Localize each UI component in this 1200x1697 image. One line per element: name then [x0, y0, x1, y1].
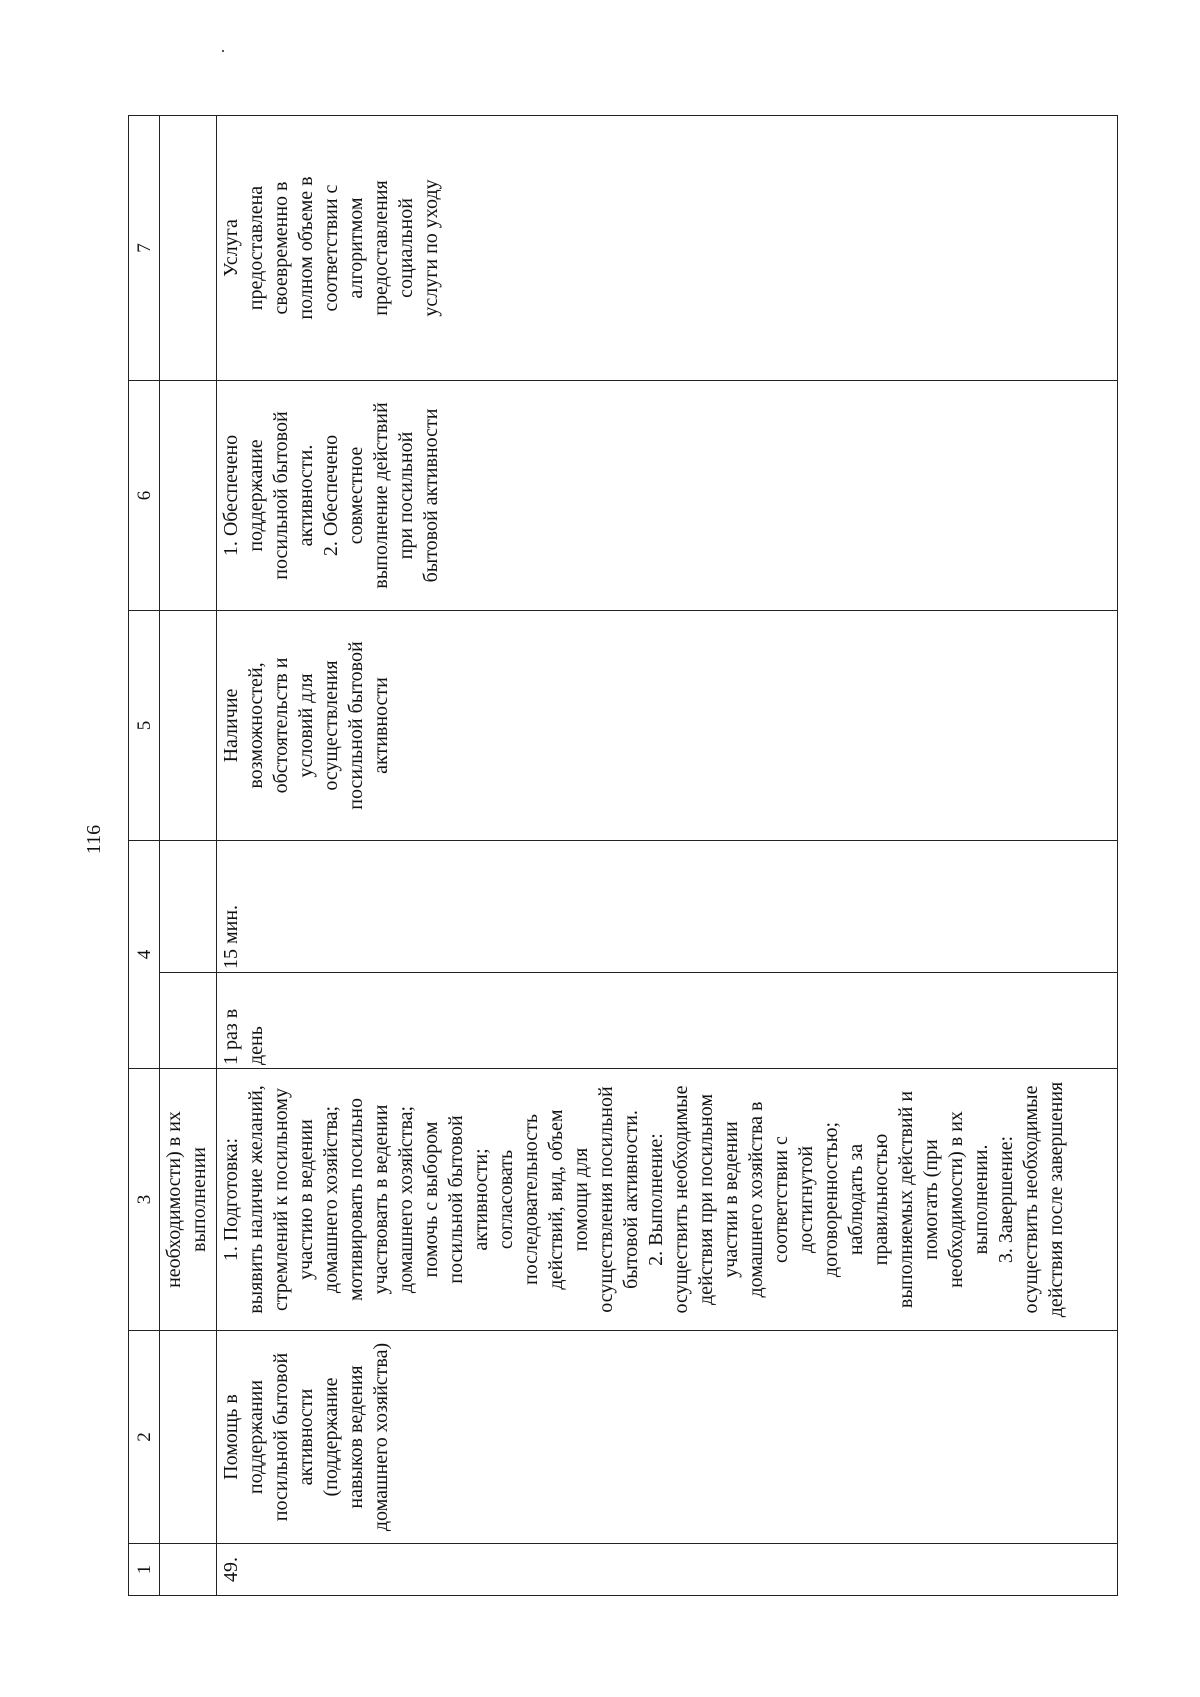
description-line: активности; [470, 1148, 492, 1251]
rotated-page [128, 116, 1118, 1596]
description-line: осуществления посильной [595, 1086, 617, 1313]
cont-cell-2 [160, 1331, 217, 1544]
result-line: активности. [295, 444, 317, 547]
result-line: бытовой активности [420, 408, 442, 583]
result-line: поддержание [245, 439, 267, 552]
quality-line: алгоритмом [345, 197, 367, 299]
description-line: действия при посильном [695, 1094, 717, 1305]
result-line: 2. Обеспечено [320, 434, 342, 557]
page-number: 116 [83, 824, 106, 855]
cont-cell-4a [160, 973, 217, 1069]
description-line: участии в ведении [720, 1121, 742, 1278]
description-line: необходимости) в их [945, 1111, 967, 1288]
description-line: правильностью [870, 1133, 892, 1266]
description-line: осуществить необходимые [1020, 1085, 1042, 1314]
result-line: совместное [345, 446, 367, 545]
conditions-line: обстоятельств и [270, 657, 292, 794]
conditions-line: возможностей, [245, 662, 267, 789]
header-col-2: 2 [129, 1331, 160, 1544]
description-line: достигнутой [795, 1145, 817, 1254]
quality-line: своевременно в [270, 181, 292, 315]
frequency [217, 973, 1118, 1069]
header-row [129, 116, 160, 1596]
description-line: стремлений к посильному [270, 1088, 292, 1311]
description-line: выполнении. [970, 1144, 992, 1255]
conditions-line: условий для [295, 673, 317, 778]
description-line: выявить наличие желаний, [245, 1085, 267, 1314]
result-line: 1. Обеспечено [220, 434, 242, 557]
quality [217, 116, 1118, 381]
quality-line: предоставлена [245, 185, 267, 311]
description-line: домашнего хозяйства; [320, 1105, 342, 1294]
description-line: действий, вид, объем [545, 1109, 567, 1290]
quality-line: полном объеме в [295, 176, 317, 320]
description-line: помогать (при [920, 1139, 942, 1260]
description-line: 1. Подготовка: [220, 1137, 242, 1262]
cont-cell-1 [160, 1544, 217, 1596]
description-line: последовательность [520, 1113, 542, 1286]
result [217, 381, 1118, 611]
cont-line: выполнении [188, 1147, 210, 1252]
description-line: выполняемых действий и [895, 1090, 917, 1309]
header-col-7: 7 [129, 116, 160, 381]
frequency-line: 1 раз в [220, 1008, 242, 1065]
description-line: договоренностью; [820, 1121, 842, 1278]
description-line: посильной бытовой [445, 1115, 467, 1284]
cont-cell-4b [160, 841, 217, 973]
service-line: активности [295, 1388, 317, 1486]
description-line: участвовать в ведении [370, 1104, 392, 1295]
header-col-6: 6 [129, 381, 160, 611]
description-line: мотивировать посильно [345, 1098, 367, 1301]
description-line: осуществить необходимые [670, 1085, 692, 1314]
description-line: домашнего хозяйства; [395, 1105, 417, 1294]
cont-cell-3 [160, 1069, 217, 1331]
conditions [217, 611, 1118, 841]
result-line: посильной бытовой [270, 411, 292, 580]
quality-line: предоставления [370, 180, 392, 316]
description-line: наблюдать за [845, 1143, 867, 1256]
description-line: соответствии с [770, 1136, 792, 1263]
conditions-line: осуществления [320, 660, 342, 791]
description-line: 2. Выполнение: [645, 1133, 667, 1266]
conditions-line: активности [370, 677, 392, 774]
header-col-5: 5 [129, 611, 160, 841]
scan-speck [222, 50, 224, 52]
cont-cell-5 [160, 611, 217, 841]
service-name [217, 1331, 1118, 1544]
description-line: помощи для [570, 1147, 592, 1252]
cont-line: необходимости) в их [163, 1111, 185, 1288]
description-line: участию в ведении [295, 1119, 317, 1280]
services-table [128, 115, 1118, 1596]
conditions-line: Наличие [220, 688, 242, 763]
quality-line: социальной [395, 198, 417, 298]
frequency-line: день [245, 1026, 267, 1065]
table-row [217, 116, 1118, 1596]
description-line: согласовать [495, 1149, 517, 1250]
cont-cell-6 [160, 381, 217, 611]
service-line: навыков ведения [345, 1365, 367, 1509]
description-line: действия после завершения [1045, 1081, 1067, 1318]
duration: 15 мин. [217, 841, 1118, 973]
header-col-1: 1 [129, 1544, 160, 1596]
quality-line: соответствии с [320, 184, 342, 312]
service-line: (поддержание [320, 1377, 342, 1497]
conditions-line: посильной бытовой [345, 641, 367, 810]
service-line: поддержании [245, 1379, 267, 1495]
quality-line: Услуга [220, 219, 242, 277]
service-line: Помощь в [220, 1394, 242, 1480]
quality-line: услуги по уходу [420, 179, 442, 317]
description-line: бытовой активности. [620, 1110, 642, 1289]
service-line: домашнего хозяйства) [370, 1342, 392, 1532]
cont-cell-7 [160, 116, 217, 381]
header-col-4: 4 [129, 841, 160, 1069]
continuation-row [160, 116, 217, 1596]
result-line: при посильной [395, 431, 417, 560]
description-line: 3. Завершение: [995, 1135, 1017, 1264]
service-description [217, 1069, 1118, 1331]
description-line: помочь с выбором [420, 1121, 442, 1278]
row-number: 49. [217, 1544, 1118, 1596]
service-line: посильной бытовой [270, 1352, 292, 1522]
description-line: домашнего хозяйства в [745, 1101, 767, 1298]
result-line: выполнение действий [370, 402, 392, 589]
header-col-3: 3 [129, 1069, 160, 1331]
